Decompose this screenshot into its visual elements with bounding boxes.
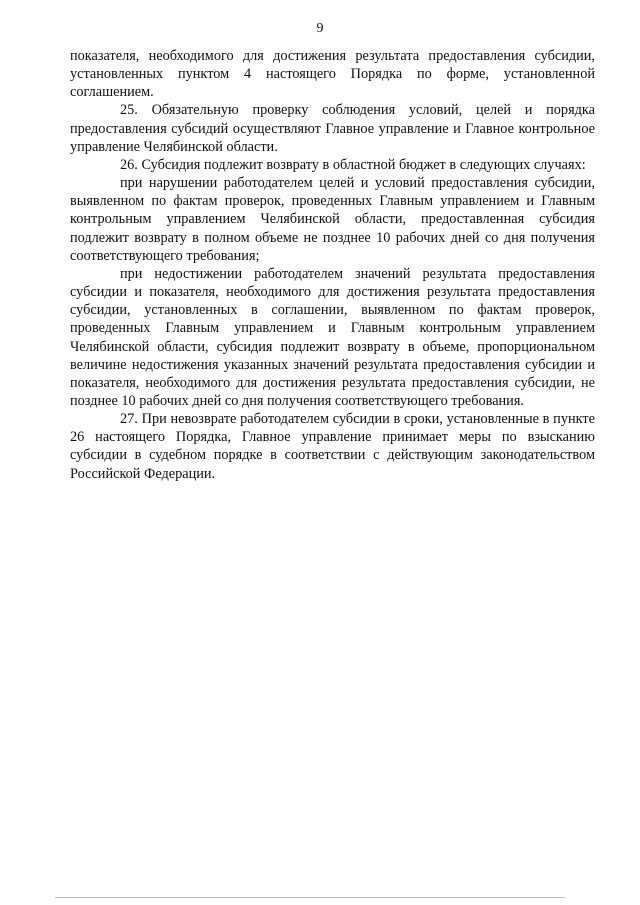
document-body: [70, 47, 595, 483]
scan-bottom-edge-divider: [55, 897, 565, 898]
paragraph-25: 25. Обязательную проверку соблюдения условий, целей и порядка предоставления субсидий осуществляют Главное управление и Главное контрольное управление Челябинской области.: [70, 102, 595, 155]
paragraph-26-case-underachievement: при недостижении работодателем значений результата предоставления субсидии и показателя, необходимого для достижения результата предоставления субсидии, установленных в соглашении, выявленном по фактам проверок, проведенных Главным управлением и Главным контрольным управлением Челябинской области, субсидия подлежит возврату в объеме, пропорциональном величине недостижения указанных значений результата предоставления субсидии и показателя, необходимого для достижения результата предоставления субсидии, не позднее 10 рабочих дней со дня получения соответствующего требования.: [70, 265, 595, 409]
paragraph-26: 26. Субсидия подлежит возврату в областной бюджет в следующих случаях:: [120, 156, 586, 173]
paragraph-continuation: показателя, необходимого для достижения результата предоставления субсидии, установленных пунктом 4 настоящего Порядка по форме, установленной соглашением.: [70, 48, 595, 101]
page-number: 9: [316, 21, 324, 36]
paragraph-27: 27. При невозврате работодателем субсидии в сроки, установленные в пункте 26 настоящего Порядка, Главное управление принимает меры по взысканию субсидии в судебном порядке в соответствии с действующим законодательством Российской Федерации.: [70, 411, 595, 482]
paragraph-26-case-violation: при нарушении работодателем целей и условий предоставления субсидии, выявленном по фактам проверок, проведенных Главным управлением и Главным контрольным управлением Челябинской области, предоставленная субсидия подлежит возврату в полном объеме не позднее 10 рабочих дней со дня получения соответствующего требования;: [70, 175, 595, 264]
